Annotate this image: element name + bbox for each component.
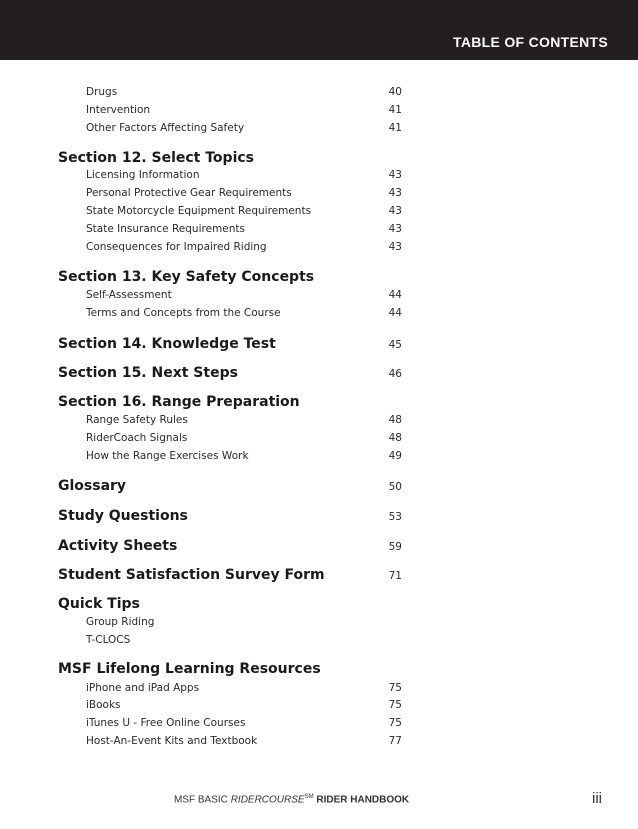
toc-section [58, 659, 402, 679]
toc-section [58, 506, 402, 526]
toc-page-number: 77 [388, 735, 402, 747]
toc-label: Licensing Information [86, 169, 200, 181]
toc-page-number: 49 [388, 450, 402, 462]
toc-label: Activity Sheets [58, 538, 178, 554]
toc-entry [86, 614, 402, 630]
toc-page-number: 50 [388, 481, 402, 493]
toc-page-number: 53 [388, 511, 402, 523]
toc-label: Consequences for Impaired Riding [86, 241, 267, 253]
toc-section [58, 148, 402, 168]
header-bar [0, 0, 638, 60]
toc-section [58, 334, 402, 354]
toc-page-number: 41 [388, 104, 402, 116]
toc-page-number: 59 [388, 541, 402, 553]
toc-entry [86, 84, 402, 100]
toc-page-number: 75 [388, 682, 402, 694]
toc-entry [86, 632, 402, 648]
toc-label: Host-An-Event Kits and Textbook [86, 735, 258, 747]
toc-entry [86, 715, 402, 731]
toc-label: Intervention [86, 104, 151, 116]
toc-label: Student Satisfaction Survey Form [58, 567, 325, 583]
toc-section [58, 565, 402, 585]
toc-label: Terms and Concepts from the Course [86, 307, 281, 319]
toc-label: Section 13. Key Safety Concepts [58, 269, 315, 285]
toc-label: iBooks [86, 699, 121, 711]
toc-page-number: 46 [388, 368, 402, 380]
toc-label: Study Questions [58, 508, 188, 524]
toc-page-number: 43 [388, 205, 402, 217]
toc-page-number: 71 [388, 570, 402, 582]
footer-suffix: RIDER HANDBOOK [313, 794, 410, 806]
toc-page-number: 43 [388, 169, 402, 181]
toc-label: MSF Lifelong Learning Resources [58, 661, 321, 677]
toc-entry [86, 412, 402, 428]
toc-label: Other Factors Affecting Safety [86, 122, 245, 134]
toc-section [58, 536, 402, 556]
toc-label: Drugs [86, 86, 118, 98]
toc-label: State Motorcycle Equipment Requirements [86, 205, 312, 217]
toc-label: Range Safety Rules [86, 414, 188, 426]
toc-entry [86, 287, 402, 303]
toc-page-number: 41 [388, 122, 402, 134]
toc-label: State Insurance Requirements [86, 223, 245, 235]
toc-page-number: 40 [388, 86, 402, 98]
toc-entry [86, 221, 402, 237]
footer-brand: RIDERCOURSE [230, 794, 305, 806]
toc-page-number: 45 [388, 339, 402, 351]
toc-entry [86, 448, 402, 464]
toc-page-number: 48 [388, 414, 402, 426]
toc-entry [86, 167, 402, 183]
toc-page-number: 43 [388, 223, 402, 235]
toc-entry [86, 680, 402, 696]
toc-label: Section 14. Knowledge Test [58, 336, 276, 352]
header-title: TABLE OF CONTENTS [453, 34, 608, 50]
toc-entry [86, 733, 402, 749]
toc-label: How the Range Exercises Work [86, 450, 249, 462]
toc-page-number: 75 [388, 717, 402, 729]
toc-label: Section 16. Range Preparation [58, 394, 300, 410]
toc-entry [86, 185, 402, 201]
toc-section [58, 267, 402, 287]
footer-trademark: SM [304, 794, 314, 800]
toc-label: iPhone and iPad Apps [86, 682, 200, 694]
toc-page-number: 44 [388, 307, 402, 319]
footer-title [174, 794, 409, 805]
toc-page-number: 75 [388, 699, 402, 711]
toc-entry [86, 697, 402, 713]
toc-label: Self-Assessment [86, 289, 172, 301]
toc-label: Section 15. Next Steps [58, 365, 238, 381]
toc-label: Glossary [58, 478, 127, 494]
toc-label: Personal Protective Gear Requirements [86, 187, 292, 199]
toc-page-number: 43 [388, 187, 402, 199]
toc-entry [86, 120, 402, 136]
page-number: iii [592, 790, 602, 807]
toc-section [58, 392, 402, 412]
toc-page-number: 44 [388, 289, 402, 301]
toc-entry [86, 102, 402, 118]
toc-page-number: 43 [388, 241, 402, 253]
toc-label: Quick Tips [58, 596, 140, 612]
toc-section [58, 594, 402, 614]
toc-label: Group Riding [86, 616, 155, 628]
toc-section [58, 476, 402, 496]
toc-label: iTunes U - Free Online Courses [86, 717, 246, 729]
footer-prefix: MSF BASIC [174, 794, 231, 806]
toc-entry [86, 239, 402, 255]
toc-entry [86, 305, 402, 321]
toc-section [58, 363, 402, 383]
toc-entry [86, 203, 402, 219]
toc-label: RiderCoach Signals [86, 432, 188, 444]
toc-page-number: 48 [388, 432, 402, 444]
toc-label: Section 12. Select Topics [58, 150, 254, 166]
toc-label: T-CLOCS [86, 634, 131, 646]
toc-entry [86, 430, 402, 446]
